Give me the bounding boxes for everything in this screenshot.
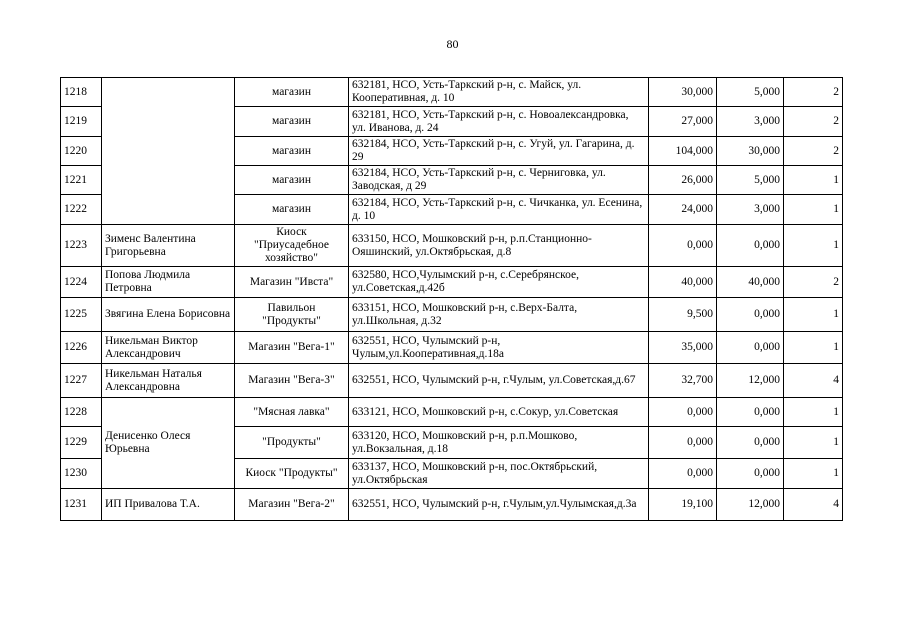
address-cell: 632184, НСО, Усть-Таркский р-н, с. Чичканка, ул. Есенина, д. 10 xyxy=(349,195,649,225)
value-2-cell: 0,000 xyxy=(717,298,784,332)
value-1-cell: 0,000 xyxy=(649,225,717,267)
row-number-cell: 1230 xyxy=(61,459,102,489)
value-3-cell: 2 xyxy=(784,107,843,137)
shop-type-cell: магазин xyxy=(235,78,349,107)
address-cell: 632580, НСО,Чулымский р-н, с.Серебрянское, ул.Советская,д.42б xyxy=(349,267,649,298)
value-2-cell: 12,000 xyxy=(717,489,784,521)
owner-cell xyxy=(102,78,235,225)
table-row xyxy=(61,267,843,298)
value-2-cell: 3,000 xyxy=(717,107,784,137)
value-1-cell: 24,000 xyxy=(649,195,717,225)
value-1-cell: 9,500 xyxy=(649,298,717,332)
value-3-cell: 1 xyxy=(784,398,843,427)
value-3-cell: 1 xyxy=(784,298,843,332)
shop-type-cell: Магазин "Ивста" xyxy=(235,267,349,298)
shop-type-cell: магазин xyxy=(235,195,349,225)
table-row xyxy=(61,78,843,107)
value-1-cell: 0,000 xyxy=(649,459,717,489)
owner-cell: Звягина Елена Борисовна xyxy=(102,298,235,332)
owner-cell: Попова Людмила Петровна xyxy=(102,267,235,298)
shop-type-cell: магазин xyxy=(235,137,349,166)
value-2-cell: 0,000 xyxy=(717,398,784,427)
address-cell: 632184, НСО, Усть-Таркский р-н, с. Черниговка, ул. Заводская, д 29 xyxy=(349,166,649,195)
shop-type-cell: Магазин "Вега-1" xyxy=(235,332,349,364)
value-3-cell: 1 xyxy=(784,166,843,195)
value-2-cell: 0,000 xyxy=(717,332,784,364)
shop-type-cell: Киоск "Продукты" xyxy=(235,459,349,489)
address-cell: 633150, НСО, Мошковский р-н, р.п.Станционно-Ояшинский, ул.Октябрьская, д.8 xyxy=(349,225,649,267)
value-1-cell: 27,000 xyxy=(649,107,717,137)
row-number-cell: 1225 xyxy=(61,298,102,332)
owner-cell: ИП Привалова Т.А. xyxy=(102,489,235,521)
value-2-cell: 30,000 xyxy=(717,137,784,166)
row-number-cell: 1226 xyxy=(61,332,102,364)
value-1-cell: 0,000 xyxy=(649,427,717,459)
address-cell: 633151, НСО, Мошковский р-н, с.Верх-Балта, ул.Школьная, д.32 xyxy=(349,298,649,332)
shop-type-cell: Павильон "Продукты" xyxy=(235,298,349,332)
row-number-cell: 1222 xyxy=(61,195,102,225)
table-row xyxy=(61,489,843,521)
value-1-cell: 104,000 xyxy=(649,137,717,166)
value-2-cell: 40,000 xyxy=(717,267,784,298)
value-3-cell: 4 xyxy=(784,489,843,521)
value-2-cell: 0,000 xyxy=(717,427,784,459)
value-3-cell: 1 xyxy=(784,195,843,225)
address-cell: 633120, НСО, Мошковский р-н, р.п.Мошково, ул.Вокзальная, д.18 xyxy=(349,427,649,459)
value-3-cell: 1 xyxy=(784,225,843,267)
address-cell: 632551, НСО, Чулымский р-н, г.Чулым, ул.Советская,д.67 xyxy=(349,364,649,398)
value-2-cell: 0,000 xyxy=(717,225,784,267)
table-row xyxy=(61,332,843,364)
value-1-cell: 40,000 xyxy=(649,267,717,298)
address-cell: 632551, НСО, Чулымский р-н, г.Чулым,ул.Чулымская,д.3а xyxy=(349,489,649,521)
owner-cell: Зименс Валентина Григорьевна xyxy=(102,225,235,267)
value-3-cell: 1 xyxy=(784,332,843,364)
address-cell: 633121, НСО, Мошковский р-н, с.Сокур, ул.Советская xyxy=(349,398,649,427)
registry-table xyxy=(60,77,843,521)
row-number-cell: 1221 xyxy=(61,166,102,195)
row-number-cell: 1231 xyxy=(61,489,102,521)
address-cell: 632551, НСО, Чулымский р-н, Чулым,ул.Кооперативная,д.18а xyxy=(349,332,649,364)
address-cell: 632181, НСО, Усть-Таркский р-н, с. Майск, ул. Кооперативная, д. 10 xyxy=(349,78,649,107)
value-2-cell: 0,000 xyxy=(717,459,784,489)
value-1-cell: 26,000 xyxy=(649,166,717,195)
row-number-cell: 1223 xyxy=(61,225,102,267)
page-number: 80 xyxy=(446,37,459,51)
shop-type-cell: Магазин "Вега-3" xyxy=(235,364,349,398)
table-row xyxy=(61,225,843,267)
owner-cell: Денисенко Олеся Юрьевна xyxy=(102,398,235,489)
table-row xyxy=(61,364,843,398)
row-number-cell: 1227 xyxy=(61,364,102,398)
value-3-cell: 2 xyxy=(784,137,843,166)
shop-type-cell: Киоск "Приусадебное хозяйство" xyxy=(235,225,349,267)
shop-type-cell: магазин xyxy=(235,107,349,137)
value-2-cell: 3,000 xyxy=(717,195,784,225)
value-1-cell: 0,000 xyxy=(649,398,717,427)
value-2-cell: 12,000 xyxy=(717,364,784,398)
value-1-cell: 35,000 xyxy=(649,332,717,364)
value-2-cell: 5,000 xyxy=(717,78,784,107)
shop-type-cell: "Мясная лавка" xyxy=(235,398,349,427)
value-1-cell: 32,700 xyxy=(649,364,717,398)
row-number-cell: 1228 xyxy=(61,398,102,427)
owner-cell: Никельман Виктор Александрович xyxy=(102,332,235,364)
shop-type-cell: магазин xyxy=(235,166,349,195)
row-number-cell: 1224 xyxy=(61,267,102,298)
address-cell: 633137, НСО, Мошковский р-н, пос.Октябрьский, ул.Октябрьская xyxy=(349,459,649,489)
table-row xyxy=(61,398,843,427)
address-cell: 632184, НСО, Усть-Таркский р-н, с. Угуй, ул. Гагарина, д. 29 xyxy=(349,137,649,166)
value-3-cell: 2 xyxy=(784,78,843,107)
value-1-cell: 19,100 xyxy=(649,489,717,521)
table-row xyxy=(61,298,843,332)
row-number-cell: 1229 xyxy=(61,427,102,459)
value-2-cell: 5,000 xyxy=(717,166,784,195)
value-1-cell: 30,000 xyxy=(649,78,717,107)
row-number-cell: 1218 xyxy=(61,78,102,107)
value-3-cell: 1 xyxy=(784,427,843,459)
value-3-cell: 1 xyxy=(784,459,843,489)
value-3-cell: 2 xyxy=(784,267,843,298)
owner-cell: Никельман Наталья Александровна xyxy=(102,364,235,398)
value-3-cell: 4 xyxy=(784,364,843,398)
row-number-cell: 1220 xyxy=(61,137,102,166)
address-cell: 632181, НСО, Усть-Таркский р-н, с. Новоалександровка, ул. Иванова, д. 24 xyxy=(349,107,649,137)
row-number-cell: 1219 xyxy=(61,107,102,137)
shop-type-cell: "Продукты" xyxy=(235,427,349,459)
shop-type-cell: Магазин "Вега-2" xyxy=(235,489,349,521)
